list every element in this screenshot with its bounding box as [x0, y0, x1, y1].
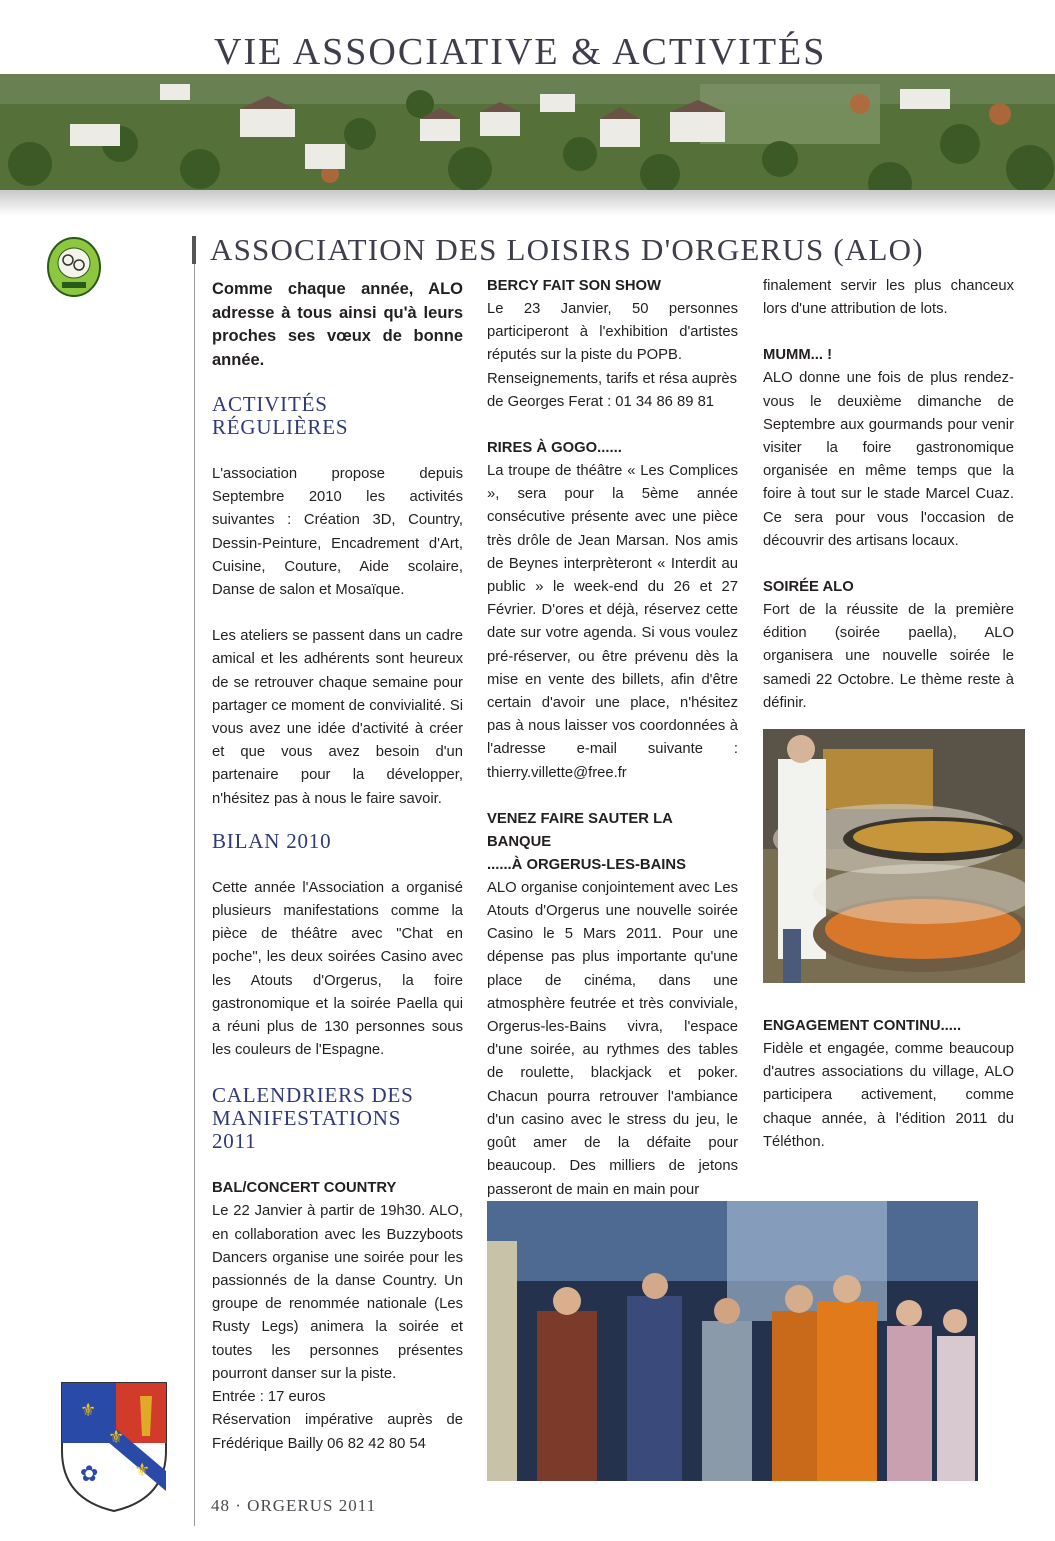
- section-title: VIE ASSOCIATIVE & ACTIVITÉS: [214, 31, 827, 73]
- heading-bal: BAL/CONCERT COUNTRY: [212, 1180, 397, 1197]
- aerial-photo-illustration: [0, 74, 1055, 192]
- svg-text:✿: ✿: [80, 1462, 99, 1487]
- heading-banque: [487, 808, 738, 877]
- intro-text: Comme chaque année, ALO adresse à tous ainsi qu'à leurs proches ses vœux de bonne année.: [212, 280, 463, 369]
- alo-association-logo: [46, 236, 102, 298]
- column-rule: [194, 236, 195, 1526]
- bercy-paragraph-2: Renseignements, tarifs et résa auprès de Georges Ferat : 01 34 86 89 81: [487, 370, 738, 410]
- heading-rires: RIRES À GOGO......: [487, 440, 622, 457]
- column-2: [487, 275, 738, 1202]
- svg-text:⚜: ⚜: [108, 1427, 125, 1448]
- bilan-paragraph: Cette année l'Association a organisé plusieurs manifestations comme la pièce de théâtre avec "Chat en poche", les deux soirées Casino avec les Atouts d'Orgerus, la foire gastronomique et la soirée Paella qui a réuni plus de 130 personnes sous les couleurs de l'Espagne.: [212, 879, 463, 1059]
- soiree-paragraph: Fort de la réussite de la première édition (soirée paella), ALO organisera une nouvelle soirée le samedi 22 Octobre. Le thème reste à définir.: [763, 602, 1014, 711]
- heading-banque-line1: VENEZ FAIRE SAUTER LA BANQUE: [487, 810, 673, 850]
- heading-calendrier-line1: CALENDRIERS DES: [212, 1083, 414, 1108]
- theatre-photo-illustration: [487, 1201, 978, 1481]
- svg-text:⚜: ⚜: [80, 1400, 97, 1421]
- theatre-photo: [487, 1201, 978, 1481]
- activites-paragraph-2: Les ateliers se passent dans un cadre amical et les adhérents sont heureux de se retrouver chaque semaine pour partager ce moment de convivialité. Si vous avez une idée d'activité à créer et que vous avez besoin d'un partenaire pour la développer, n'hésitez pas à nous le faire savoir.: [212, 628, 463, 807]
- heading-calendrier-line2: MANIFESTATIONS: [212, 1106, 402, 1131]
- heading-bilan: BILAN 2010: [212, 828, 332, 853]
- mumm-paragraph: ALO donne une fois de plus rendez-vous le deuxième dimanche de Septembre aux gourmands pour venir visiter la foire gastronomique organisée en même temps que la foire à tout sur le stade Marcel Cuaz. Ce sera pour vous l'occasion de découvrir des artisans locaux.: [763, 370, 1014, 549]
- bal-paragraph-3: Réservation impérative auprès de Frédérique Bailly 06 82 42 80 54: [212, 1412, 463, 1452]
- heading-activites-line2: RÉGULIÈRES: [212, 415, 349, 439]
- banner-fade: [0, 190, 1055, 216]
- orgerus-coat-of-arms: [60, 1381, 168, 1513]
- heading-mumm: MUMM... !: [763, 347, 833, 364]
- heading-banque-line2: ......À ORGERUS-LES-BAINS: [487, 856, 686, 873]
- column-3: [763, 275, 1014, 715]
- paella-photo-illustration: [763, 729, 1025, 983]
- rires-paragraph: La troupe de théâtre « Les Complices », sera pour la 5ème année consécutive présente avec une pièce très drôle de Jean Marsan. Nos amis de Beynes interprèteront « Interdit au public » le week-end du 26 et 27 Février. D'ores et déjà, réservez cette date sur votre agenda. Si vous voulez pré-réserver, ou être prévenu dès la mise en vente des billets, afin d'être certain d'avoir une place, n'hésitez pas à nous laisser vos coordonnées à l'adresse e-mail suivante : thierry.villette@free.fr: [487, 463, 738, 781]
- heading-activites-line1: ACTIVITÉS: [212, 392, 328, 416]
- heading-bercy: BERCY FAIT SON SHOW: [487, 278, 662, 294]
- heading-activites: [212, 393, 463, 439]
- aerial-village-photo: [0, 74, 1055, 192]
- title-marker: [192, 236, 196, 264]
- column-3-bottom: [763, 1015, 1014, 1154]
- heading-calendrier-line3: 2011: [212, 1129, 257, 1154]
- svg-text:⚜: ⚜: [134, 1460, 151, 1481]
- bal-paragraph-2: Entrée : 17 euros: [212, 1389, 326, 1406]
- article-title: ASSOCIATION DES LOISIRS D'ORGERUS (ALO): [210, 232, 924, 267]
- bal-paragraph-1: Le 22 Janvier à partir de 19h30. ALO, en collaboration avec les Buzzyboots Dancers organise une soirée pour les passionnés de la danse Country. Un groupe de renommée nationale (Les Rusty Legs) animera la soirée et toutes les personnes présentes pourront danser sur la piste.: [212, 1203, 463, 1382]
- column-1: [212, 278, 463, 1456]
- continued-paragraph: finalement servir les plus chanceux lors d'une attribution de lots.: [763, 278, 1014, 318]
- paella-photo: [763, 729, 1025, 983]
- banque-paragraph: ALO organise conjointement avec Les Atouts d'Orgerus une nouvelle soirée Casino le 5 Mars 2011. Pour une dépense pas plus importante qu'une place de cinéma, dans une atmosphère feutrée et très conviviale, Orgerus-les-Bains vivra, l'espace d'une soirée, au rythmes des tables de roulette, blackjack et poker. Chacun pourra retrouver l'ambiance d'un casino avec le stress du jeu, le goût amer de la défaite pour beaucoup. Des milliers de jetons passeront de main en main pour: [487, 879, 738, 1198]
- page-footer: 48 · ORGERUS 2011: [211, 1496, 377, 1515]
- heading-calendrier: [212, 1084, 463, 1153]
- activites-paragraph-1: L'association propose depuis Septembre 2010 les activités suivantes : Création 3D, Country, Dessin-Peinture, Encadrement d'Art, Cuisine, Couture, Aide scolaire, Danse de salon et Mosaïque.: [212, 466, 463, 599]
- engagement-paragraph: Fidèle et engagée, comme beaucoup d'autres associations du village, ALO participera activement, comme chaque année, à l'édition 2011 du Téléthon.: [763, 1041, 1014, 1150]
- heading-engagement: ENGAGEMENT CONTINU.....: [763, 1018, 962, 1034]
- heading-soiree: SOIRÉE ALO: [763, 579, 854, 596]
- bercy-paragraph-1: Le 23 Janvier, 50 personnes participeront à l'exhibition d'artistes réputés sur la piste du POPB.: [487, 301, 738, 364]
